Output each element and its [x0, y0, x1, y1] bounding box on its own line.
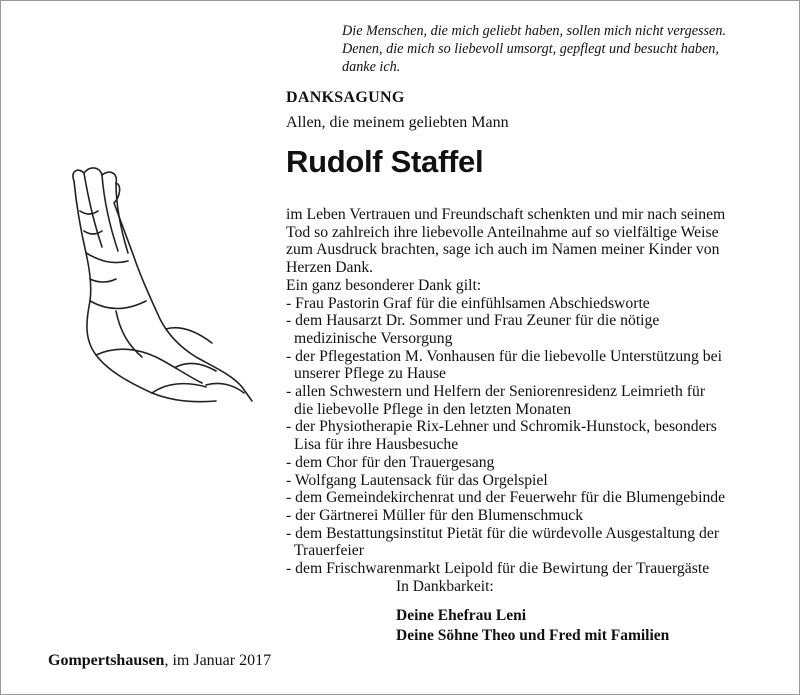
thanks-list-item: - dem Chor für den Trauergesang: [286, 453, 495, 471]
thanks-list-item-cont: medizinische Versorgung: [294, 329, 453, 347]
deceased-name: Rudolf Staffel: [286, 144, 484, 179]
thanks-list-item-cont: unserer Pflege zu Hause: [294, 365, 447, 383]
thanks-text: [286, 206, 786, 578]
body-line: im Leben Vertrauen und Freundschaft schenkten und mir nach seinem: [286, 206, 726, 223]
thanks-list-item: - dem Gemeindekirchenrat und der Feuerwehr für die Blumengebinde: [286, 489, 726, 507]
quote-line: danke ich.: [342, 59, 401, 75]
body-line: Herzen Dank.: [286, 259, 374, 277]
body-line: Ein ganz besonderer Dank gilt:: [286, 276, 482, 294]
memorial-quote: [342, 22, 782, 76]
heading-danksagung: DANKSAGUNG: [286, 89, 405, 106]
thanks-list-item: - allen Schwestern und Helfern der Seniorenresidenz Leimrieth für: [286, 383, 706, 401]
closing-intro: In Dankbarkeit:: [396, 578, 494, 595]
body-line: Tod so zahlreich ihre liebevolle Anteilnahme auf so vielfältige Weise: [286, 223, 719, 241]
thanks-list-item-cont: Trauerfeier: [294, 542, 364, 560]
quote-line: Denen, die mich so liebevoll umsorgt, gepflegt und besucht haben,: [342, 41, 719, 57]
thanks-list-item: - der Pflegestation M. Vonhausen für die liebevolle Unterstützung bei: [286, 347, 722, 365]
body-line: zum Ausdruck brachten, sage ich auch im Namen meiner Kinder von: [286, 241, 720, 259]
place-date: [48, 652, 271, 670]
thanks-list-item-cont: Lisa für ihre Hausbesuche: [294, 436, 459, 454]
thanks-list-item: - dem Hausarzt Dr. Sommer und Frau Zeuner für die nötige: [286, 312, 660, 330]
thanks-list-item: - Frau Pastorin Graf für die einfühlsamen Abschiedsworte: [286, 294, 650, 312]
intro-line: Allen, die meinem geliebten Mann: [286, 114, 509, 131]
signature-sons: Deine Söhne Theo und Fred mit Familien: [396, 627, 670, 644]
praying-hands-icon: [56, 161, 261, 406]
thanks-list-item: - dem Bestattungsinstitut Pietät für die würdevolle Ausgestaltung der: [286, 524, 720, 542]
signature-wife: Deine Ehefrau Leni: [396, 607, 527, 624]
date: , im Januar 2017: [164, 652, 272, 669]
thanks-list-item: - dem Frischwarenmarkt Leipold für die Bewirtung der Trauergäste: [286, 560, 710, 578]
thanks-list-item-cont: die liebevolle Pflege in den letzten Monaten: [294, 400, 572, 418]
place: Gompertshausen: [48, 652, 165, 669]
thanks-list-item: - der Gärtnerei Müller für den Blumenschmuck: [286, 506, 584, 524]
quote-line: Die Menschen, die mich geliebt haben, sollen mich nicht vergessen.: [342, 23, 726, 39]
thanks-list-item: - der Physiotherapie Rix-Lehner und Schromik-Hunstock, besonders: [286, 418, 717, 436]
closing-signature: [396, 577, 669, 646]
thanks-list-item: - Wolfgang Lautensack für das Orgelspiel: [286, 471, 548, 489]
